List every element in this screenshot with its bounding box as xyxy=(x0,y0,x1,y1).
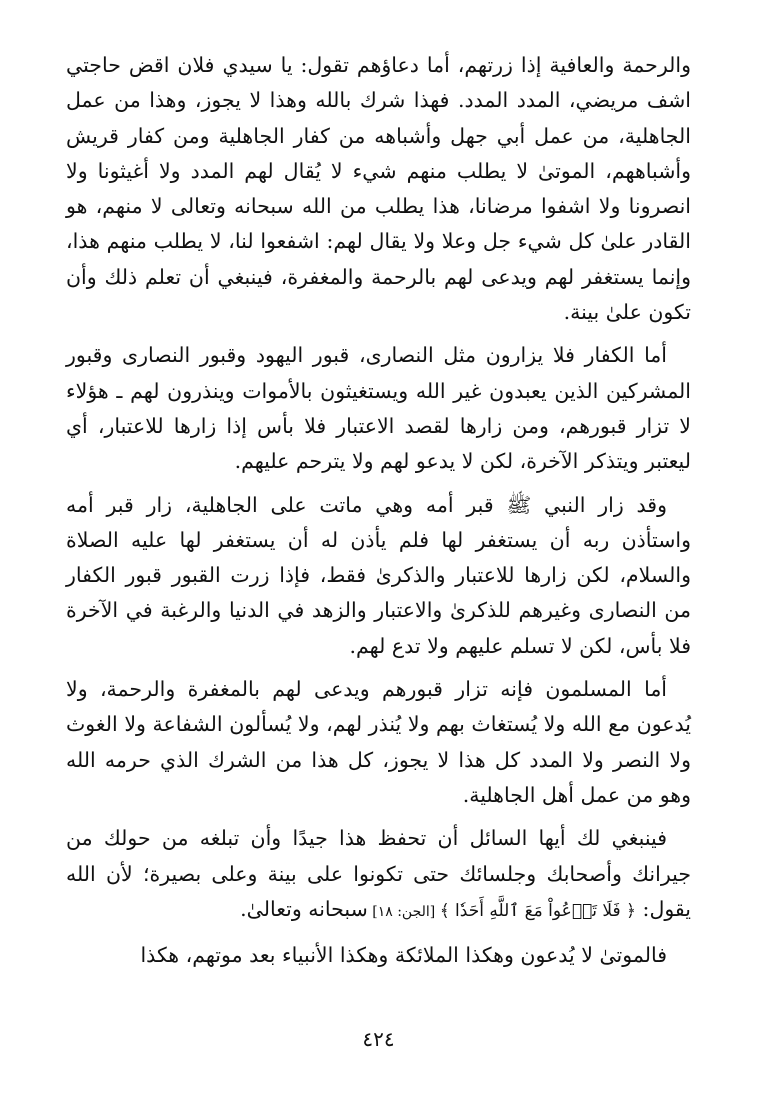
paragraph-4: أما المسلمون فإنه تزار قبورهم ويدعى لهم بالمغفرة والرحمة، ولا يُدعون مع الله ولا يُستغاث بهم ولا يُنذر لهم، ولا يُسألون الشفاعة ولا الغوث ولا النصر ولا المدد كل هذا لا يجوز، كل هذا من الشرك الذي حرمه الله وهو من عمل أهل الجاهلية. xyxy=(66,677,691,807)
paragraph-1: والرحمة والعافية إذا زرتهم، أما دعاؤهم تقول: يا سيدي فلان اقض حاجتي اشف مريضي، المدد المدد. فهذا شرك بالله وهذا لا يجوز، وهذا من عمل الجاهلية، من عمل أبي جهل وأشباهه من كفار الجاهلية ومن كفار قريش وأشباههم، الموتىٰ لا يطلب منهم شيء لا يُقال لهم المدد ولا أغيثونا ولا انصرونا ولا اشفوا مرضانا، هذا يطلب من الله سبحانه وتعالى لا منهم، هو القادر علىٰ كل شيء جل وعلا ولا يقال لهم: اشفعوا لنا، لا يطلب منهم هذا، وإنما يستغفر لهم ويدعى لهم بالرحمة والمغفرة، فينبغي أن تعلم ذلك وأن تكون علىٰ بينة. xyxy=(66,53,691,325)
paragraph-6: فالموتىٰ لا يُدعون وهكذا الملائكة وهكذا الأنبياء بعد موتهم، هكذا xyxy=(140,943,667,968)
page-number: ٤٢٤ xyxy=(362,1027,395,1051)
paragraph-5-ending: سبحانه وتعالىٰ. xyxy=(240,896,368,921)
paragraph-5 xyxy=(66,821,691,930)
paragraph-2: أما الكفار فلا يزارون مثل النصارى، قبور اليهود وقبور النصارى وقبور المشركين الذين يعبدون غير الله ويستغيثون بالأموات وينذرون لهم ـ هؤلاء لا تزار قبورهم، ومن زارها لقصد الاعتبار فلا بأس إذا زارها للاعتبار، أي ليعتبر ويتذكر الآخرة، لكن لا يدعو لهم ولا يترحم عليهم. xyxy=(66,343,691,474)
page-body xyxy=(66,48,691,973)
paragraph-5-text: فينبغي لك أيها السائل أن تحفظ هذا جيدًا وأن تبلغه من حولك من جيرانك وأصحابك وجلسائك حتى تكونوا على بينة وعلى بصيرة؛ لأن الله يقول: xyxy=(66,826,691,921)
quran-verse: ﴿ فَلَا تَدۡعُواْ مَعَ ٱللَّهِ أَحَدٗا ﴾ xyxy=(439,900,637,921)
verse-reference: [الجن: ١٨] xyxy=(367,903,440,920)
paragraph-3: وقد زار النبي ﷺ قبر أمه وهي ماتت على الجاهلية، زار قبر أمه واستأذن ربه أن يستغفر لها فلم يأذن له أن يستغفر لها عليه الصلاة والسلام، لكن زارها للاعتبار والذكرىٰ فقط، فإذا زرت القبور قبور الكفار من النصارى وغيرهم للذكرىٰ والاعتبار والزهد في الدنيا والرغبة في الآخرة فلا بأس، لكن لا تسلم عليهم ولا تدع لهم. xyxy=(66,492,691,658)
